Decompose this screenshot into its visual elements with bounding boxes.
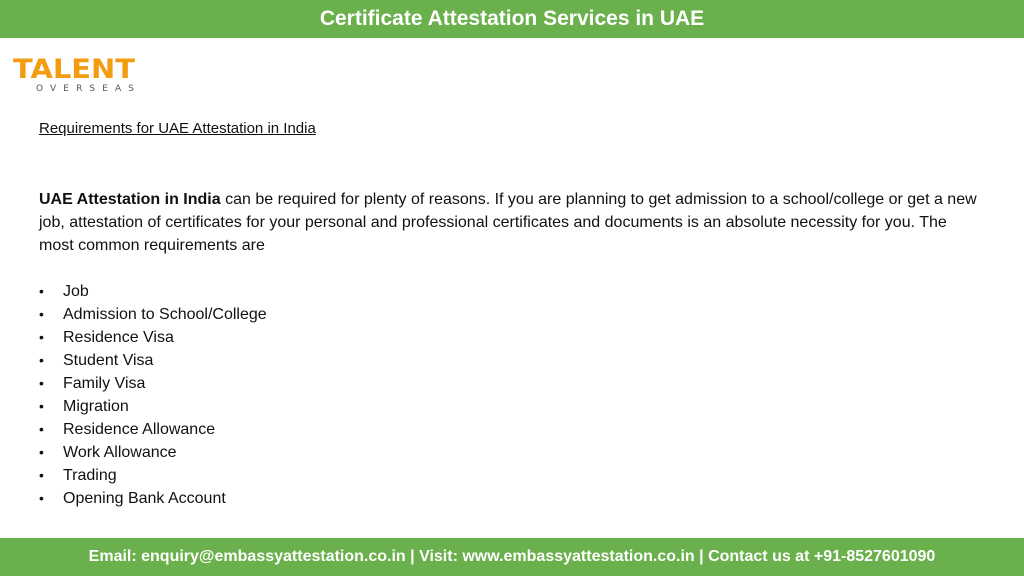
list-item: • Residence Allowance	[39, 418, 267, 441]
intro-paragraph	[39, 188, 979, 257]
list-item: • Job	[39, 280, 267, 303]
logo-tagline: OVERSEAS	[36, 84, 134, 94]
bullet-icon: •	[39, 352, 44, 368]
logo-word: TALENT	[13, 54, 136, 85]
bullet-icon: •	[39, 375, 44, 391]
talent-overseas-logo	[12, 52, 138, 94]
contact-info: Email: enquiry@embassyattestation.co.in | Visit: www.embassyattestation.co.in | Contact us at +91-8527601090	[88, 548, 936, 565]
bullet-icon: •	[39, 444, 44, 460]
list-item: • Student Visa	[39, 349, 267, 372]
list-item: • Admission to School/College	[39, 303, 267, 326]
footer-bar	[0, 538, 1024, 576]
intro-bold: UAE Attestation in India	[39, 191, 221, 208]
list-item: • Family Visa	[39, 372, 267, 395]
header-bar	[0, 0, 1024, 38]
list-item: • Work Allowance	[39, 441, 267, 464]
bullet-icon: •	[39, 398, 44, 414]
bullet-icon: •	[39, 283, 44, 299]
bullet-icon: •	[39, 421, 44, 437]
list-item: • Migration	[39, 395, 267, 418]
bullet-icon: •	[39, 329, 44, 345]
intro-text: can be required for plenty of reasons. If you are planning to get admission to a school/college or get a new job, attestation of certificates for your personal and professional certificates and documents is an absolute necessity for you. The most common requirements are	[39, 191, 977, 254]
requirements-list	[39, 280, 267, 510]
bullet-icon: •	[39, 490, 44, 506]
section-heading: Requirements for UAE Attestation in India	[39, 120, 316, 137]
list-item: • Trading	[39, 464, 267, 487]
list-item: • Residence Visa	[39, 326, 267, 349]
page-title: Certificate Attestation Services in UAE	[319, 7, 705, 30]
bullet-icon: •	[39, 467, 44, 483]
bullet-icon: •	[39, 306, 44, 322]
list-item: • Opening Bank Account	[39, 487, 267, 510]
